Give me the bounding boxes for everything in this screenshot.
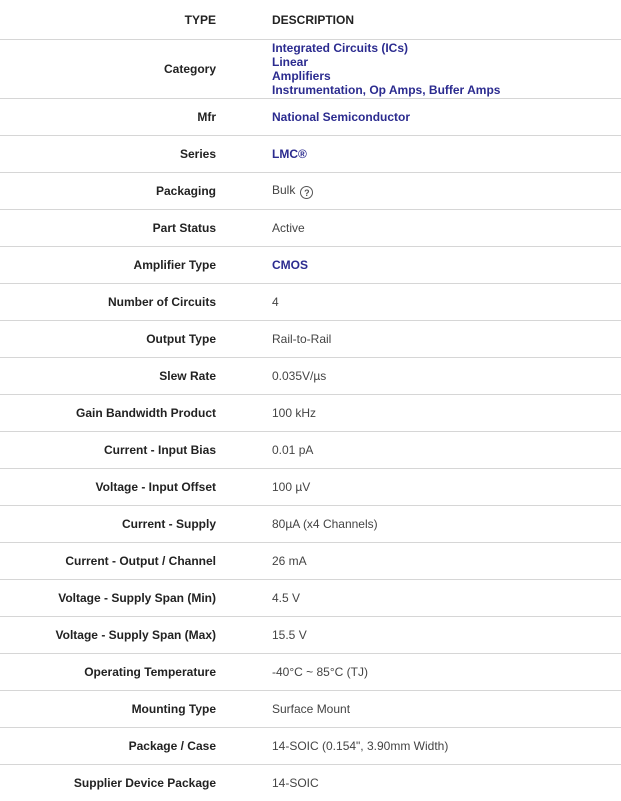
table-row-current-output-channel xyxy=(0,543,621,580)
row-label: Series xyxy=(0,136,245,173)
row-value xyxy=(245,99,621,136)
row-label: Voltage - Input Offset xyxy=(0,469,245,506)
value-text: Rail-to-Rail xyxy=(272,332,331,346)
row-value xyxy=(245,358,621,395)
row-value xyxy=(245,654,621,691)
table-row-voltage-supply-span-max xyxy=(0,617,621,654)
value-link[interactable]: National Semiconductor xyxy=(272,110,410,124)
table-row-voltage-supply-span-min xyxy=(0,580,621,617)
value-text: Surface Mount xyxy=(272,702,350,716)
row-label: Part Status xyxy=(0,210,245,247)
row-label: Voltage - Supply Span (Max) xyxy=(0,617,245,654)
row-value xyxy=(245,321,621,358)
table-row-gain-bandwidth-product xyxy=(0,395,621,432)
value-text: 15.5 V xyxy=(272,628,307,642)
table-row-operating-temperature xyxy=(0,654,621,691)
row-value xyxy=(245,617,621,654)
row-label: Package / Case xyxy=(0,728,245,765)
value-text: 80µA (x4 Channels) xyxy=(272,517,378,531)
table-row-amplifier-type xyxy=(0,247,621,284)
row-label: Packaging xyxy=(0,173,245,210)
header-type: TYPE xyxy=(0,0,245,40)
value-text: 26 mA xyxy=(272,554,307,568)
table-row-category xyxy=(0,40,621,99)
row-value xyxy=(245,173,621,210)
value-text: 4.5 V xyxy=(272,591,300,605)
value-text: 14-SOIC (0.154", 3.90mm Width) xyxy=(272,739,448,753)
value-text: Bulk xyxy=(272,183,295,197)
row-value xyxy=(245,765,621,801)
row-label: Supplier Device Package xyxy=(0,765,245,801)
row-value xyxy=(245,691,621,728)
value-link[interactable]: LMC® xyxy=(272,147,307,161)
row-label: Current - Output / Channel xyxy=(0,543,245,580)
table-header-row xyxy=(0,0,621,40)
row-label: Category xyxy=(0,40,245,99)
table-row-package-case xyxy=(0,728,621,765)
table-row-current-supply xyxy=(0,506,621,543)
row-label: Current - Supply xyxy=(0,506,245,543)
category-link[interactable]: Instrumentation, Op Amps, Buffer Amps xyxy=(272,83,620,97)
table-row-number-of-circuits xyxy=(0,284,621,321)
row-label: Gain Bandwidth Product xyxy=(0,395,245,432)
row-value xyxy=(245,136,621,173)
row-value xyxy=(245,210,621,247)
row-value xyxy=(245,40,621,99)
row-label: Number of Circuits xyxy=(0,284,245,321)
value-link[interactable]: CMOS xyxy=(272,258,308,272)
table-row-mounting-type xyxy=(0,691,621,728)
table-row-slew-rate xyxy=(0,358,621,395)
row-value xyxy=(245,543,621,580)
row-value xyxy=(245,728,621,765)
table-row-packaging xyxy=(0,173,621,210)
row-value xyxy=(245,432,621,469)
table-row-mfr xyxy=(0,99,621,136)
header-description: DESCRIPTION xyxy=(245,0,621,40)
value-text: 0.01 pA xyxy=(272,443,313,457)
row-value xyxy=(245,580,621,617)
row-value xyxy=(245,395,621,432)
table-row-voltage-input-offset xyxy=(0,469,621,506)
row-label: Mounting Type xyxy=(0,691,245,728)
table-row-series xyxy=(0,136,621,173)
value-text: 4 xyxy=(272,295,279,309)
row-value xyxy=(245,506,621,543)
value-text: Active xyxy=(272,221,305,235)
table-row-output-type xyxy=(0,321,621,358)
category-link-list xyxy=(272,41,620,97)
row-label: Operating Temperature xyxy=(0,654,245,691)
row-label: Amplifier Type xyxy=(0,247,245,284)
row-label: Slew Rate xyxy=(0,358,245,395)
category-link[interactable]: Integrated Circuits (ICs) xyxy=(272,41,620,55)
category-link[interactable]: Amplifiers xyxy=(272,69,620,83)
row-label: Voltage - Supply Span (Min) xyxy=(0,580,245,617)
value-text: 14-SOIC xyxy=(272,776,319,790)
row-value xyxy=(245,469,621,506)
value-text: 0.035V/µs xyxy=(272,369,326,383)
table-row-current-input-bias xyxy=(0,432,621,469)
row-label: Mfr xyxy=(0,99,245,136)
row-label: Current - Input Bias xyxy=(0,432,245,469)
row-label: Output Type xyxy=(0,321,245,358)
row-value xyxy=(245,247,621,284)
value-text: 100 kHz xyxy=(272,406,316,420)
value-text: -40°C ~ 85°C (TJ) xyxy=(272,665,368,679)
value-text: 100 µV xyxy=(272,480,310,494)
table-row-supplier-device-package xyxy=(0,765,621,801)
help-icon[interactable]: ? xyxy=(300,186,313,199)
row-value xyxy=(245,284,621,321)
category-link[interactable]: Linear xyxy=(272,55,620,69)
table-row-part-status xyxy=(0,210,621,247)
